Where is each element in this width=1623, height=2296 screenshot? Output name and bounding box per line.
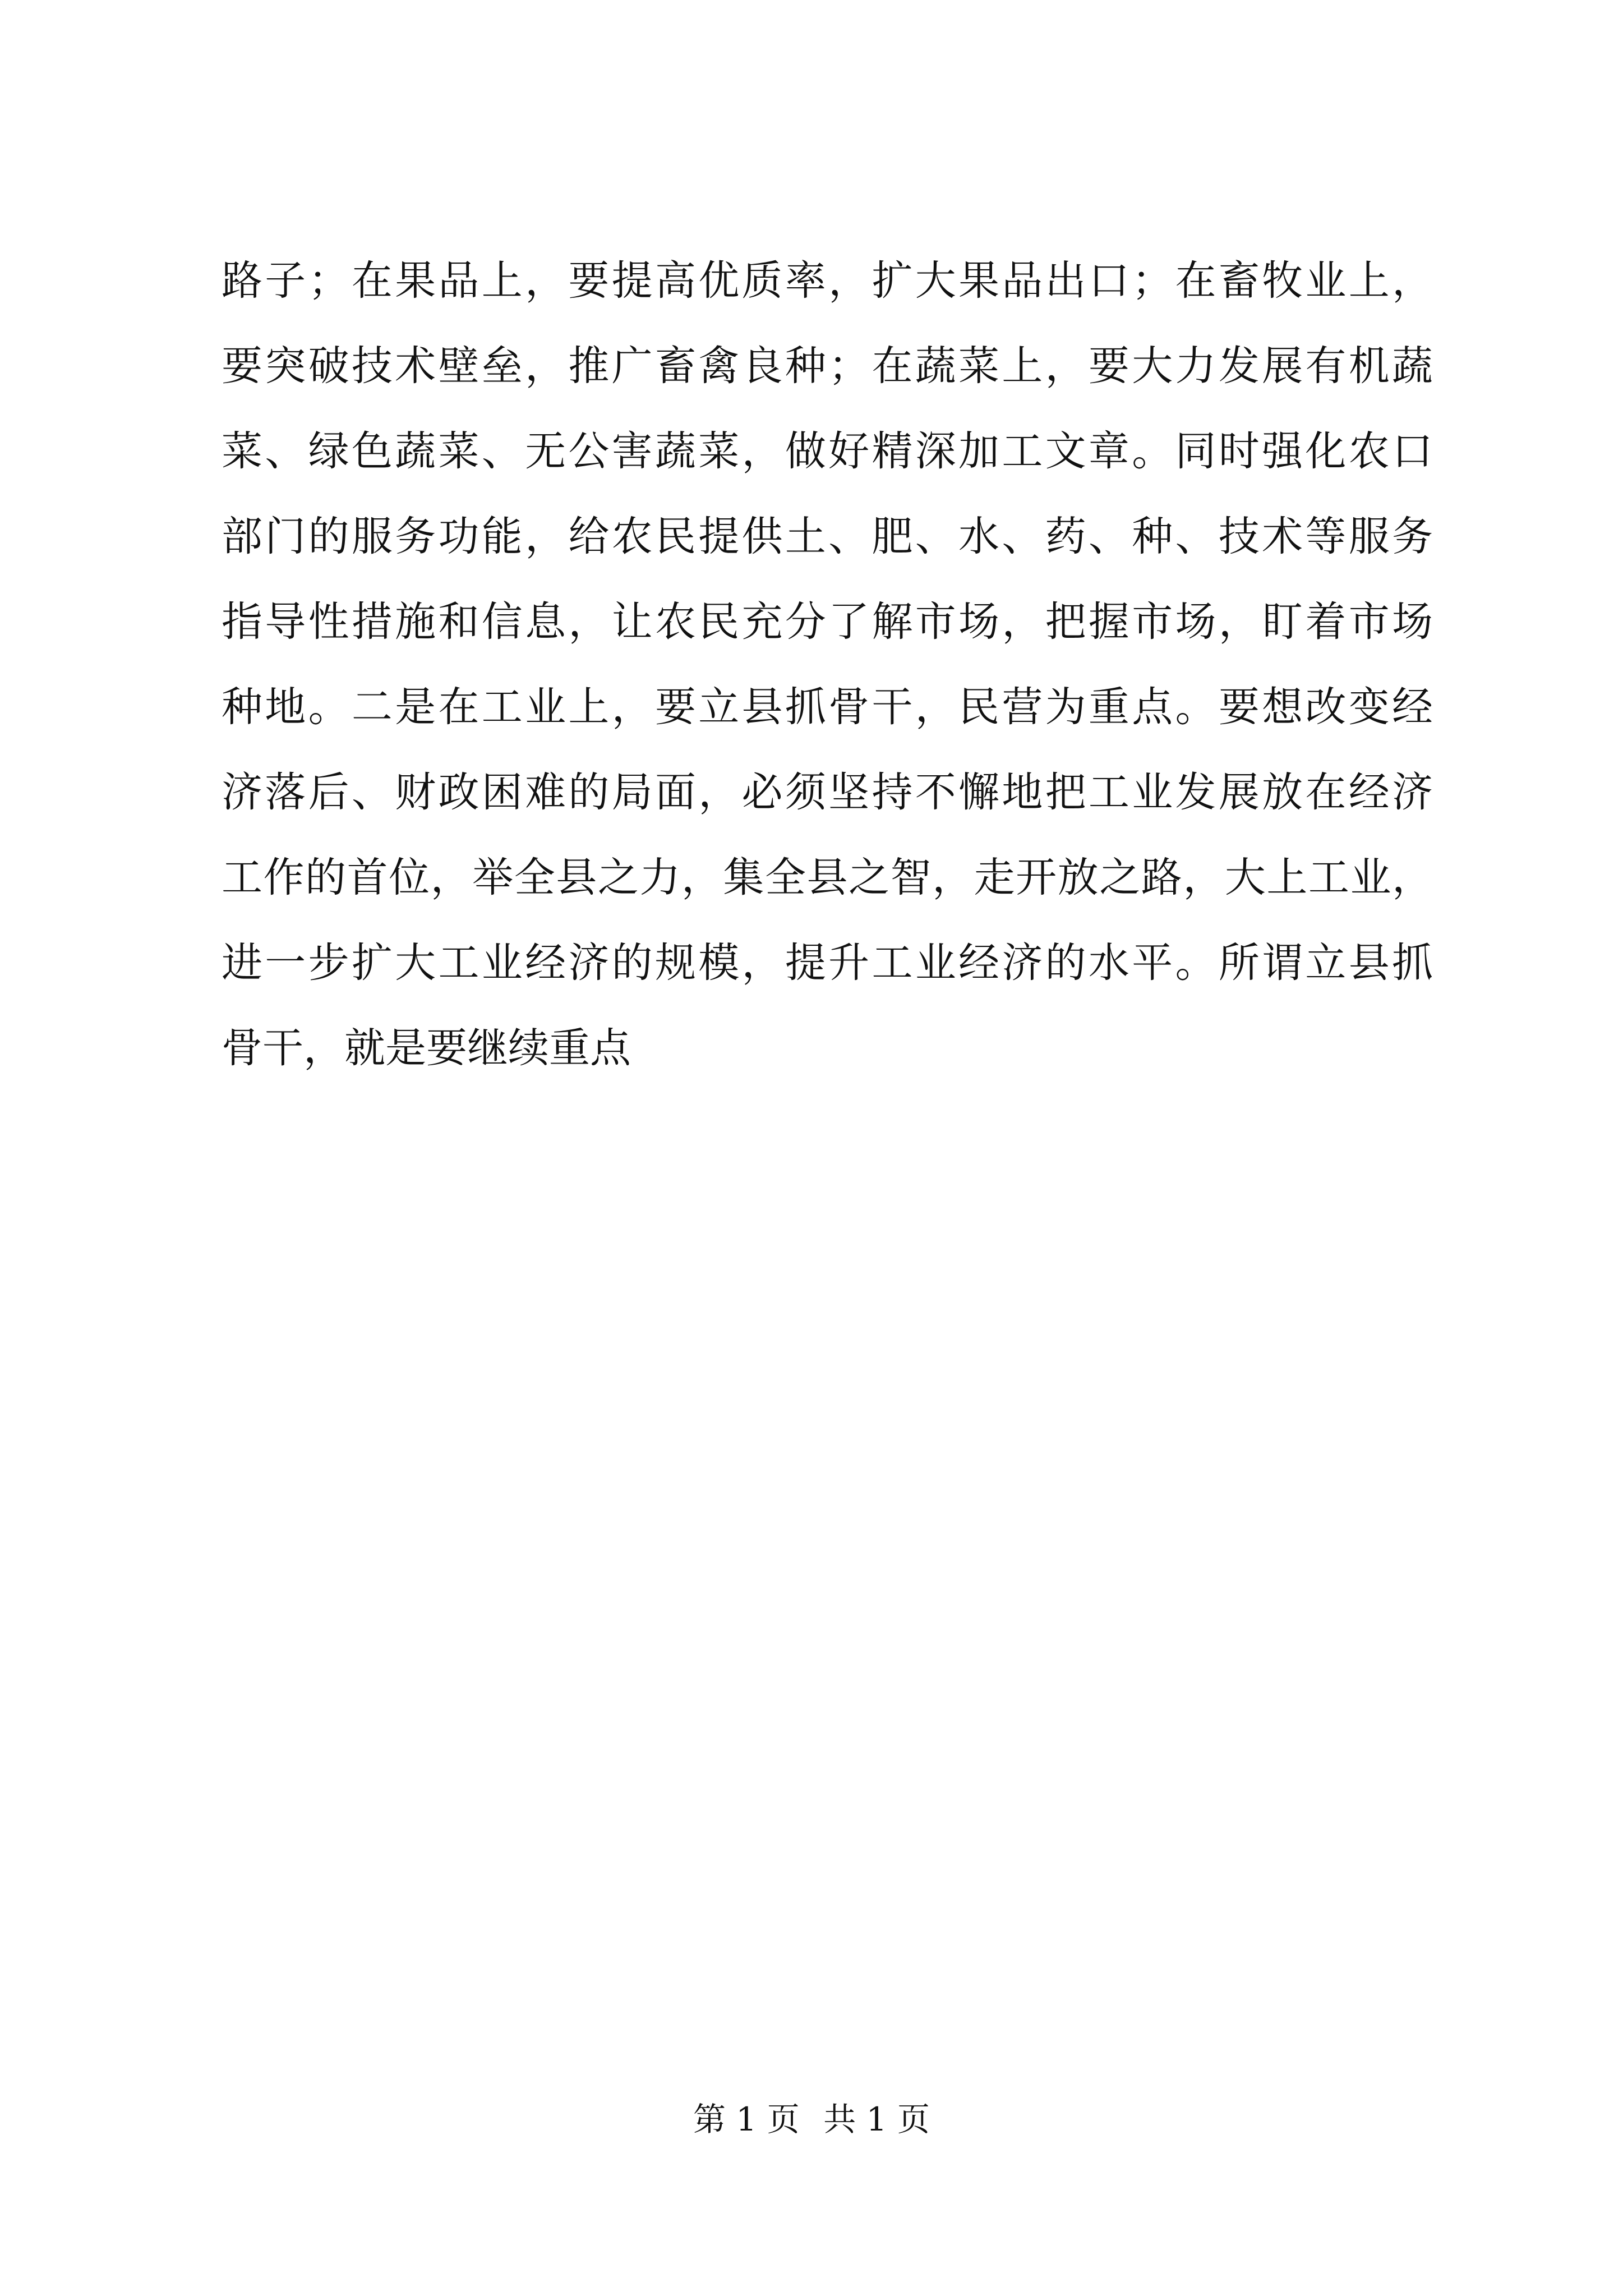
text-line: 部门的服务功能，给农民提供土、肥、水、药、种、技术等服务 [222, 513, 1433, 560]
text-line: 骨干，就是要继续重点 [222, 1024, 631, 1072]
text-line: 工作的首位，举全县之力，集全县之智，走开放之路，大上工业， [222, 854, 1433, 901]
current-page-indicator: 第 1 页 [693, 2100, 800, 2138]
body-text [222, 238, 1433, 1091]
text-line: 济落后、财政困难的局面，必须坚持不懈地把工业发展放在经济 [222, 769, 1433, 816]
total-pages-indicator: 共 1 页 [823, 2100, 930, 2138]
text-line: 指导性措施和信息，让农民充分了解市场，把握市场，盯着市场 [222, 598, 1433, 646]
text-line: 种地。二是在工业上，要立县抓骨干，民营为重点。要想改变经 [222, 683, 1433, 731]
text-line: 路子；在果品上，要提高优质率，扩大果品出口；在畜牧业上， [222, 257, 1433, 305]
text-line: 菜、绿色蔬菜、无公害蔬菜，做好精深加工文章。同时强化农口 [222, 427, 1433, 475]
text-line: 要突破技术壁垒，推广畜禽良种；在蔬菜上，要大力发展有机蔬 [222, 342, 1433, 390]
text-line: 进一步扩大工业经济的规模，提升工业经济的水平。所谓立县抓 [222, 939, 1433, 987]
page-footer [0, 2097, 1623, 2142]
